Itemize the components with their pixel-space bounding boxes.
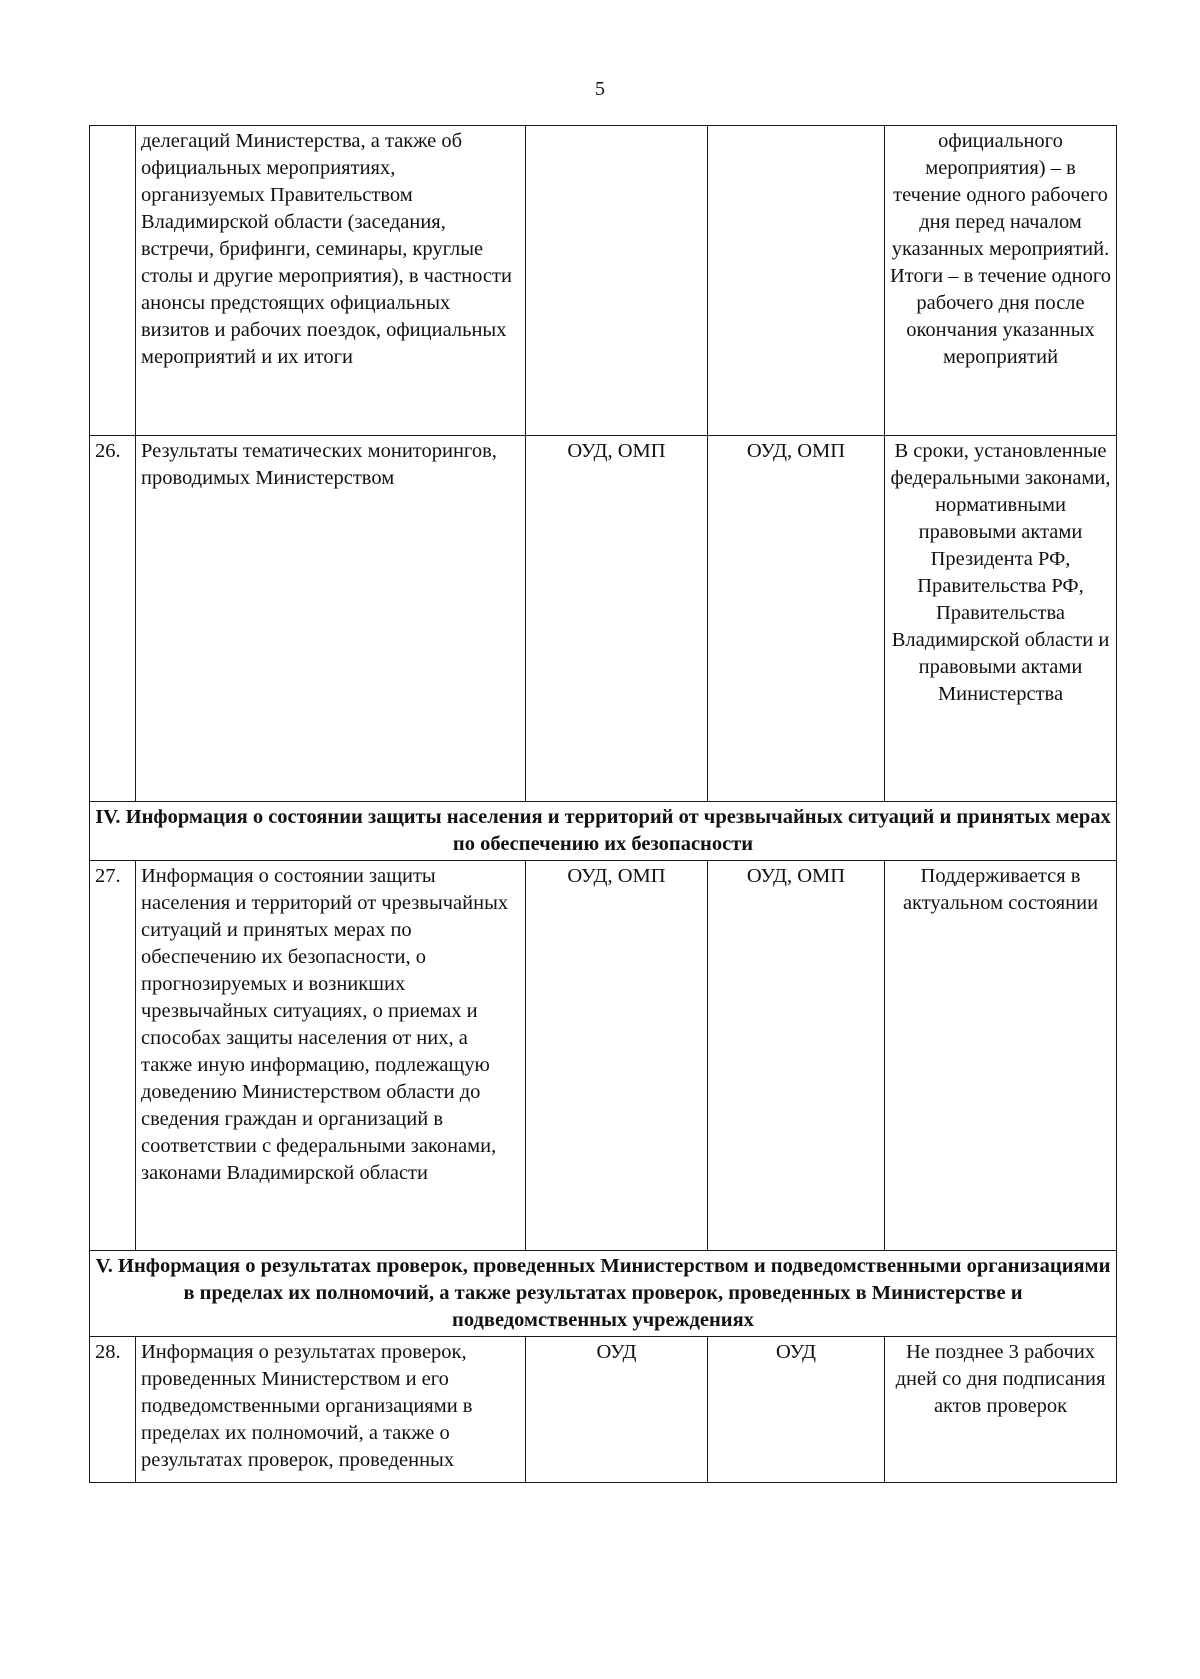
row-number: 26. [90, 436, 136, 802]
responsible-cell: ОУД, ОМП [526, 861, 708, 1251]
table-row-continuation [90, 126, 1117, 436]
deadline-cell: Не позднее 3 рабочих дней со дня подписания актов проверок [885, 1337, 1117, 1483]
responsible-cell: ОУД, ОМП [526, 436, 708, 802]
responsible-cell: ОУД [526, 1337, 708, 1483]
document-table [89, 125, 1117, 1483]
responsible-cell [526, 126, 708, 436]
table-row-28 [90, 1337, 1117, 1483]
responsible-cell-2 [708, 126, 885, 436]
section-header-row-v [90, 1251, 1117, 1337]
description-cell: Информация о состоянии защиты населения и территорий от чрезвычайных ситуаций и принятых мерах по обеспечению их безопасности, о прогнозируемых и возникших чрезвычайных ситуациях, о приемах и способах защиты населения от них, а также иную информацию, подлежащую доведению Министерством области до сведения граждан и организаций в соответствии с федеральными законами, законами Владимирской области [136, 861, 526, 1251]
responsible-cell-2: ОУД, ОМП [708, 861, 885, 1251]
section-header-row-iv [90, 802, 1117, 861]
row-number: 28. [90, 1337, 136, 1483]
section-title: IV. Информация о состоянии защиты населения и территорий от чрезвычайных ситуаций и принятых мерах по обеспечению их безопасности [90, 802, 1117, 861]
table-row-27 [90, 861, 1117, 1251]
table-row-26 [90, 436, 1117, 802]
description-cell: Информация о результатах проверок, проведенных Министерством и его подведомственными организациями в пределах их полномочий, а также о результатах проверок, проведенных [136, 1337, 526, 1483]
row-number-cell [90, 126, 136, 436]
section-title: V. Информация о результатах проверок, проведенных Министерством и подведомственными организациями в пределах их полномочий, а также результатах проверок, проведенных в Министерстве и подведомственных учреждениях [90, 1251, 1117, 1337]
description-cell: Результаты тематических мониторингов, проводимых Министерством [136, 436, 526, 802]
page-number: 5 [595, 78, 605, 100]
description-cell: делегаций Министерства, а также об официальных мероприятиях, организуемых Правительством Владимирской области (заседания, встречи, брифинги, семинары, круглые столы и другие мероприятия), в частности анонсы предстоящих официальных визитов и рабочих поездок, официальных мероприятий и их итоги [136, 126, 526, 436]
row-number: 27. [90, 861, 136, 1251]
deadline-cell: В сроки, установленные федеральными законами, нормативными правовыми актами Президента РФ, Правительства РФ, Правительства Владимирской области и правовыми актами Министерства [885, 436, 1117, 802]
deadline-cell: Поддерживается в актуальном состоянии [885, 861, 1117, 1251]
responsible-cell-2: ОУД, ОМП [708, 436, 885, 802]
deadline-cell: официального мероприятия) – в течение одного рабочего дня перед началом указанных мероприятий. Итоги – в течение одного рабочего дня после окончания указанных мероприятий [885, 126, 1117, 436]
responsible-cell-2: ОУД [708, 1337, 885, 1483]
